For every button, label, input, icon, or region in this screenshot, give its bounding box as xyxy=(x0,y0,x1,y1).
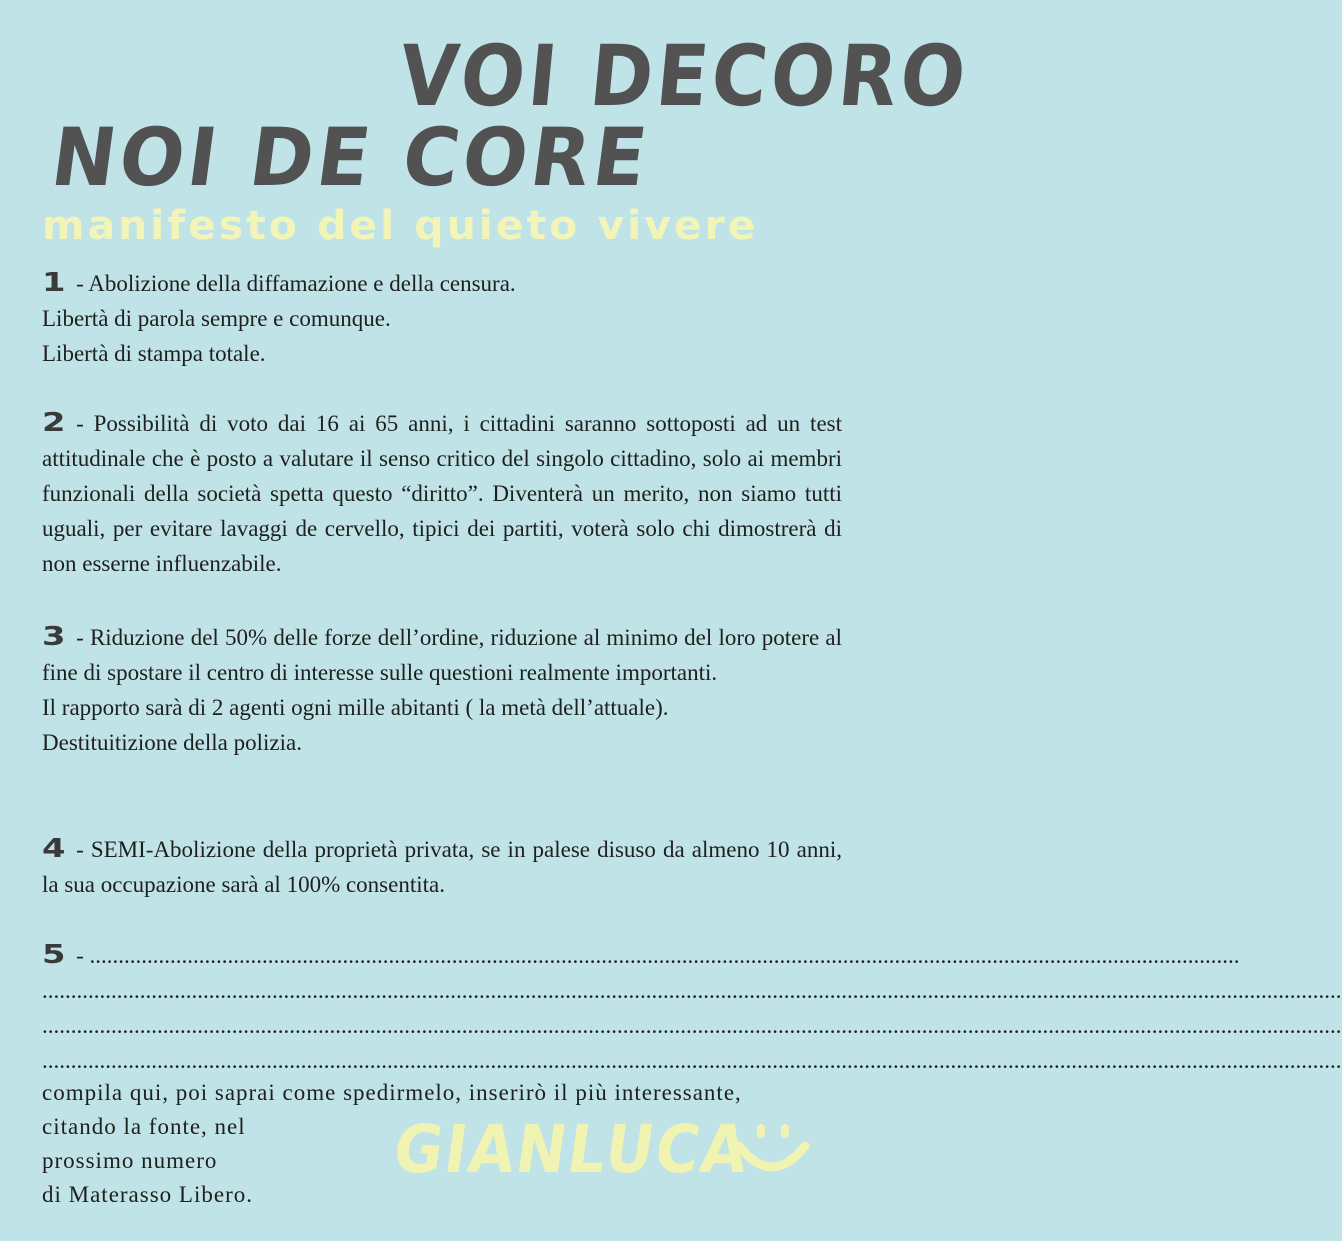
point-text: - Possibilità di voto dai 16 ai 65 anni, i cittadini saranno sottoposti ad un test attitudinale che è posto a valutare il senso critico del singolo cittadino, solo ai membri funzionali della società spetta questo “diritto”. Diventerà un merito, non siamo tutti uguali, per evitare lavaggi de cervello, tipici dei partiti, voterà solo chi dimostrerà di non esserne influenzabile. xyxy=(42,411,842,576)
point-text: Destituitizione della polizia. xyxy=(42,730,302,755)
point-number: 2 xyxy=(42,408,66,438)
point-2 xyxy=(42,406,842,581)
fill-in-line[interactable]: .................................................................................................................................................................................................................................. xyxy=(42,1048,1342,1073)
fill-in-line[interactable]: .................................................................................................................................................................................................................................. xyxy=(42,1013,1342,1038)
point-3 xyxy=(42,620,842,760)
footer-line: compila qui, poi saprai come spedirmelo, inserirò il più interessante, xyxy=(42,1080,742,1105)
fill-in-line[interactable]: 5 - ........................................................................................................................................................................................................ xyxy=(42,938,842,973)
point-text: Il rapporto sarà di 2 agenti ogni mille abitanti ( la metà dell’attuale). xyxy=(42,695,669,720)
smiley-icon xyxy=(733,1118,811,1180)
point-text: - SEMI-Abolizione della proprietà privata, se in palese disuso da almeno 10 anni, la sua occupazione sarà al 100% consentita. xyxy=(42,837,842,897)
fill-in-line[interactable]: .................................................................................................................................................................................................................................. xyxy=(42,978,1342,1003)
footer-line: citando la fonte, nel xyxy=(42,1114,246,1139)
signature: GIANLUCA xyxy=(389,1111,755,1188)
point-4 xyxy=(42,832,842,902)
title-noi-de-core: NOI DE CORE xyxy=(46,111,656,204)
point-number: 3 xyxy=(42,622,66,652)
point-number: 5 xyxy=(42,940,66,970)
point-number: 4 xyxy=(42,834,66,864)
title-voi-decoro: VOI DECORO xyxy=(395,27,974,125)
point-text: Libertà di stampa totale. xyxy=(42,341,266,366)
point-1 xyxy=(42,266,842,371)
point-text: - Riduzione del 50% delle forze dell’ordine, riduzione al minimo del loro potere al fine di spostare il centro di interesse sulle questioni realmente importanti. xyxy=(42,625,842,685)
footer-line: prossimo numero xyxy=(42,1148,218,1173)
point-text: Libertà di parola sempre e comunque. xyxy=(42,306,391,331)
footer-line: di Materasso Libero. xyxy=(42,1182,253,1207)
point-text: - xyxy=(76,943,84,968)
subtitle: manifesto del quieto vivere xyxy=(42,203,759,249)
point-text: - Abolizione della diffamazione e della censura. xyxy=(76,271,516,296)
point-5 xyxy=(42,938,1342,1078)
point-number: 1 xyxy=(42,268,66,298)
